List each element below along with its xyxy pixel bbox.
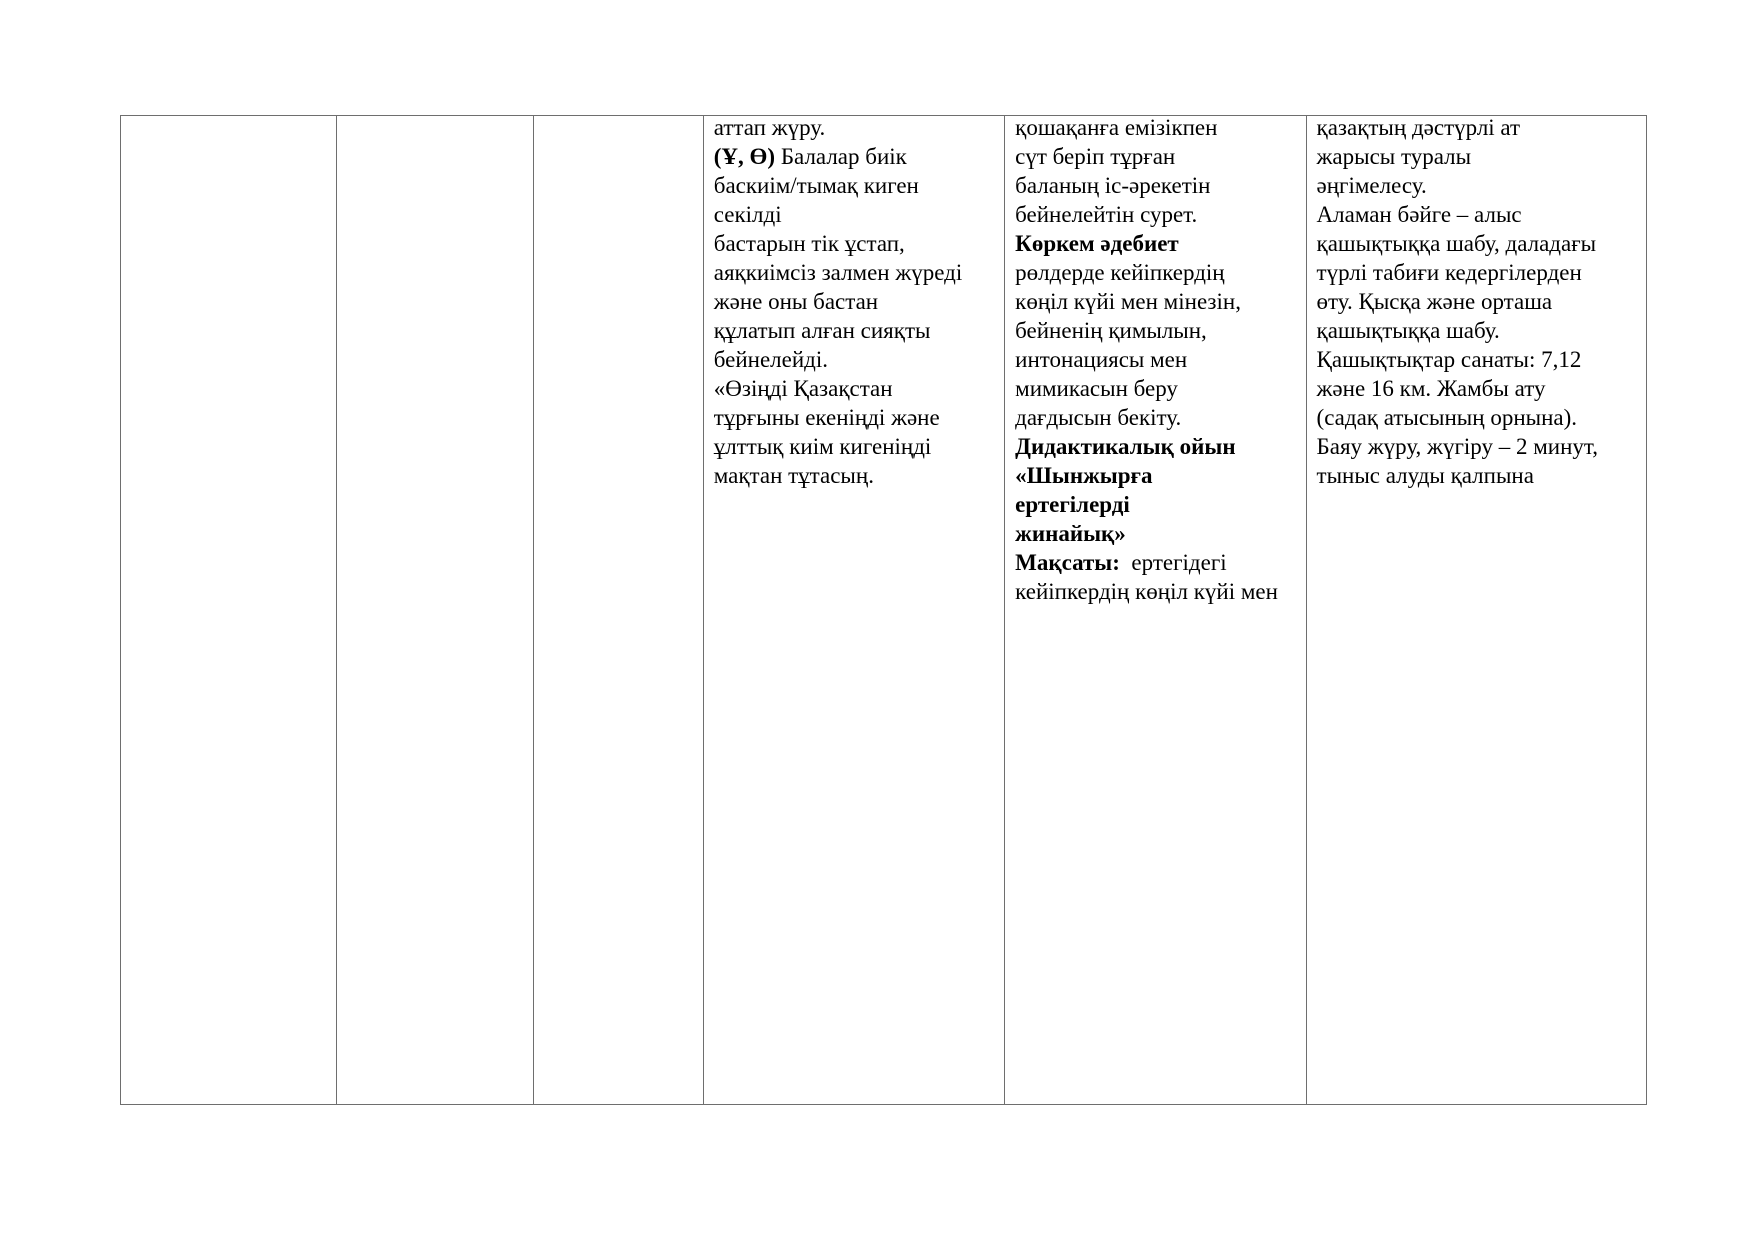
text-line bbox=[1015, 345, 1305, 374]
bold-text: (Ұ, Ө) bbox=[713, 144, 776, 169]
text-line bbox=[1317, 142, 1646, 171]
text-line bbox=[1317, 403, 1646, 432]
line-text: секілді bbox=[713, 202, 782, 227]
table-cell-col3 bbox=[533, 116, 703, 1105]
text-line bbox=[714, 403, 1004, 432]
line-text: бейненің қимылын, bbox=[1015, 318, 1207, 343]
line-text: бейнелейтін сурет. bbox=[1015, 202, 1198, 227]
text-line bbox=[1015, 171, 1305, 200]
line-text: қошақанға емізікпен bbox=[1015, 115, 1218, 140]
line-text: және оны бастан bbox=[713, 289, 879, 314]
line-text: мимикасын беру bbox=[1015, 376, 1178, 401]
line-text: «Өзіңді Қазақстан bbox=[713, 376, 893, 401]
schedule-table bbox=[120, 115, 1647, 1105]
text-line bbox=[714, 432, 1004, 461]
table-cell-col5 bbox=[1005, 116, 1306, 1105]
line-text: сүт беріп тұрған bbox=[1015, 144, 1176, 169]
text-line bbox=[1317, 316, 1646, 345]
line-text: аттап жүру. bbox=[713, 115, 826, 140]
text-line bbox=[714, 316, 1004, 345]
text-line bbox=[1317, 229, 1646, 258]
line-text: аяқкиімсіз залмен жүреді bbox=[713, 260, 963, 285]
line-text: түрлі табиғи кедергілерден bbox=[1316, 260, 1582, 285]
table-cell-col6 bbox=[1306, 116, 1646, 1105]
line-text: Балалар биік bbox=[775, 144, 907, 169]
text-line bbox=[1317, 461, 1646, 490]
text-line bbox=[1317, 200, 1646, 229]
text-line bbox=[1015, 374, 1305, 403]
text-line bbox=[714, 171, 1004, 200]
text-line bbox=[1015, 403, 1305, 432]
line-text: Аламан бәйге – алыс bbox=[1316, 202, 1522, 227]
line-text: көңіл күйі мен мінезін, bbox=[1015, 289, 1241, 314]
text-line bbox=[1015, 461, 1305, 490]
text-line bbox=[714, 142, 1004, 171]
bold-text: Көркем әдебиет bbox=[1015, 231, 1179, 256]
table-cell-col4 bbox=[703, 116, 1004, 1105]
text-line bbox=[1015, 519, 1305, 548]
cell-text-col4 bbox=[704, 113, 1004, 490]
line-text: интонациясы мен bbox=[1015, 347, 1188, 372]
table-cell-col1 bbox=[121, 116, 337, 1105]
bold-text: Мақсаты: bbox=[1015, 550, 1120, 575]
text-line bbox=[714, 287, 1004, 316]
line-text: бейнелейді. bbox=[713, 347, 829, 372]
text-line bbox=[1317, 345, 1646, 374]
text-line bbox=[1317, 171, 1646, 200]
line-text: қашықтыққа шабу, даладағы bbox=[1316, 231, 1597, 256]
table-row bbox=[121, 116, 1647, 1105]
text-line bbox=[1317, 113, 1646, 142]
text-line bbox=[714, 374, 1004, 403]
text-line bbox=[1015, 577, 1305, 606]
text-line bbox=[714, 345, 1004, 374]
text-line bbox=[1015, 316, 1305, 345]
line-text: қашықтыққа шабу. bbox=[1316, 318, 1500, 343]
line-text: дағдысын бекіту. bbox=[1015, 405, 1182, 430]
text-line bbox=[714, 200, 1004, 229]
text-line bbox=[714, 113, 1004, 142]
line-text: Баяу жүру, жүгіру – 2 минут, bbox=[1316, 434, 1598, 459]
text-line bbox=[1015, 229, 1305, 258]
line-text: тыныс алуды қалпына bbox=[1316, 463, 1534, 488]
line-text: өту. Қысқа және орташа bbox=[1316, 289, 1553, 314]
text-line bbox=[1015, 200, 1305, 229]
line-text: құлатып алған сияқты bbox=[713, 318, 931, 343]
line-text: тұрғыны екеніңді және bbox=[713, 405, 940, 430]
text-line bbox=[1015, 287, 1305, 316]
line-text: қазақтың дәстүрлі ат bbox=[1316, 115, 1521, 140]
line-text: (садақ атысының орнына). bbox=[1316, 405, 1578, 430]
text-line bbox=[714, 258, 1004, 287]
text-line bbox=[1317, 287, 1646, 316]
text-line bbox=[1015, 113, 1305, 142]
line-text: ертегідегі bbox=[1119, 550, 1227, 575]
text-line bbox=[1015, 490, 1305, 519]
text-line bbox=[1015, 258, 1305, 287]
line-text: бастарын тік ұстап, bbox=[713, 231, 905, 256]
line-text: Қашықтықтар санаты: 7,12 bbox=[1316, 347, 1582, 372]
line-text: ұлттық киім кигеніңді bbox=[713, 434, 932, 459]
text-line bbox=[1317, 258, 1646, 287]
text-line bbox=[1015, 432, 1305, 461]
line-text: баланың іс-әрекетін bbox=[1015, 173, 1211, 198]
text-line bbox=[1317, 374, 1646, 403]
line-text: жарысы туралы bbox=[1316, 144, 1472, 169]
line-text: кейіпкердің көңіл күйі мен bbox=[1015, 579, 1278, 604]
bold-text: жинайық» bbox=[1015, 521, 1126, 546]
line-text: мақтан тұтасың. bbox=[713, 463, 874, 488]
bold-text: ертегілерді bbox=[1015, 492, 1130, 517]
cell-text-col6 bbox=[1307, 113, 1646, 490]
text-line bbox=[1015, 548, 1305, 577]
text-line bbox=[1317, 432, 1646, 461]
cell-text-col5 bbox=[1005, 113, 1305, 606]
line-text: рөлдерде кейіпкердің bbox=[1015, 260, 1225, 285]
line-text: баскиім/тымақ киген bbox=[713, 173, 919, 198]
text-line bbox=[714, 461, 1004, 490]
bold-text: «Шынжырға bbox=[1015, 463, 1153, 488]
text-line bbox=[1015, 142, 1305, 171]
table-cell-col2 bbox=[337, 116, 533, 1105]
line-text: әңгімелесу. bbox=[1316, 173, 1427, 198]
text-line bbox=[714, 229, 1004, 258]
line-text: және 16 км. Жамбы ату bbox=[1316, 376, 1546, 401]
bold-text: Дидактикалық ойын bbox=[1015, 434, 1236, 459]
